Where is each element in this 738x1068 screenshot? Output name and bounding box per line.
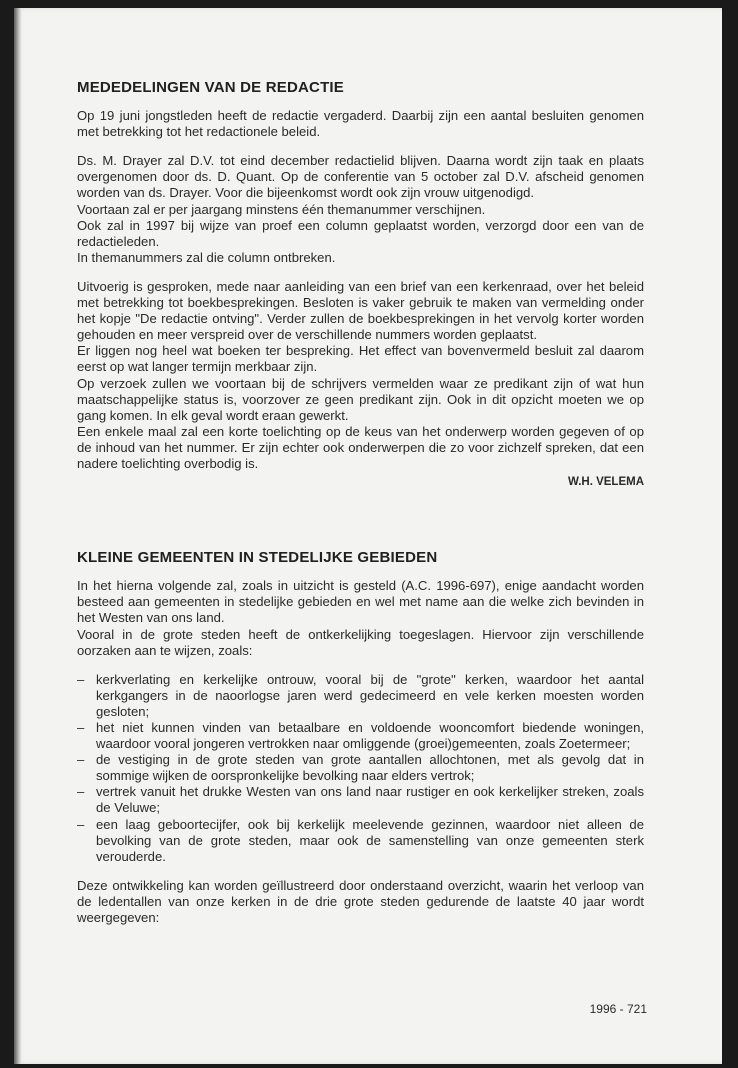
list-item: – een laag geboortecijfer, ook bij kerkelijk meelevende gezinnen, waardoor niet alleen de bevolking van de grote steden, maar ook de samenstelling van onze gemeenten sterk verouderde.	[77, 817, 644, 865]
list-item: – kerkverlating en kerkelijke ontrouw, vooral bij de "grote" kerken, waardoor het aantal kerkgangers in de naoorlogse jaren werd gedecimeerd en vele kerken moesten worden gesloten;	[77, 672, 644, 720]
paragraph: Er liggen nog heel wat boeken ter bespreking. Het effect van bovenvermeld besluit zal daarom eerst op wat langer termijn merkbaar zijn.	[77, 343, 644, 375]
paragraph: Op 19 juni jongstleden heeft de redactie vergaderd. Daarbij zijn een aantal besluiten genomen met betrekking tot het redactionele beleid.	[77, 108, 644, 140]
paragraph: Deze ontwikkeling kan worden geïllustreerd door onderstaand overzicht, waarin het verloop van de ledentallen van onze kerken in de drie grote steden gedurende de laatste 40 jaar wordt weergegeven:	[77, 877, 644, 926]
section-title-kleine-gemeenten: KLEINE GEMEENTEN IN STEDELIJKE GEBIEDEN	[77, 549, 438, 567]
section-redactie-announcements	[77, 80, 644, 490]
paragraph: In themanummers zal die column ontbreken.	[77, 249, 336, 265]
paragraph: Ds. M. Drayer zal D.V. tot eind december redactielid blijven. Daarna wordt zijn taak en plaats overgenomen door ds. D. Quant. Op de conferentie van 5 october zal D.V. afscheid genomen worden van ds. Drayer. Voor die bijeenkomst wordt ook zijn vrouw uitgenodigd.	[77, 153, 644, 201]
paragraph: Uitvoerig is gesproken, mede naar aanleiding van een brief van een kerkenraad, over het beleid met betrekking tot boekbesprekingen. Besloten is vaker gebruik te maken van vermelding onder het kopje "De redactie ontving". Verder zullen de boekbesprekingen in het vervolg korter worden gehouden en meer verspreid over de verschillende nummers worden geplaatst.	[77, 278, 644, 343]
binding-edge-shadow	[14, 8, 22, 1064]
page-content	[77, 80, 644, 926]
list-item: – het niet kunnen vinden van betaalbare en voldoende wooncomfort biedende woningen, waardoor vooral jongeren vertrokken naar omliggende (groei)gemeenten, zoals Zoetermeer;	[77, 720, 644, 752]
paragraph: Vooral in de grote steden heeft de ontkerkelijking toegeslagen. Hiervoor zijn verschillende oorzaken aan te wijzen, zoals:	[77, 626, 644, 658]
section-title-redactie: MEDEDELINGEN VAN DE REDACTIE	[77, 79, 345, 96]
paragraph: In het hierna volgende zal, zoals in uitzicht is gesteld (A.C. 1996-697), enige aandacht worden besteed aan gemeenten in stedelijke gebieden en wel met name aan die welke zich bevinden in het Westen van ons land.	[77, 578, 644, 626]
author-signature: W.H. VELEMA	[567, 476, 644, 489]
paragraph: Ook zal in 1997 bij wijze van proef een column geplaatst worden, verzorgd door een van de redactieleden.	[77, 217, 644, 249]
list-item: – de vestiging in de grote steden van grote aantallen allochtonen, met als gevolg dat in sommige wijken de oorspronkelijke bevolking naar elders vertrok;	[77, 752, 644, 784]
causes-list	[77, 672, 644, 865]
paragraph: Op verzoek zullen we voortaan bij de schrijvers vermelden waar ze predikant zijn of wat hun maatschappelijke status is, voorzover ze geen predikant zijn. Ook in dit opzicht moeten we op gang komen. In elk geval wordt eraan gewerkt.	[77, 375, 644, 423]
paragraph: Voortaan zal er per jaargang minstens één themanummer verschijnen.	[77, 201, 486, 217]
list-item: – vertrek vanuit het drukke Westen van ons land naar rustiger en ook kerkelijker streken, zoals de Veluwe;	[77, 784, 644, 816]
paragraph: Een enkele maal zal een korte toelichting op de keus van het onderwerp worden gegeven of op de inhoud van het nummer. Er zijn echter ook onderwerpen die zo voor zichzelf spreken, dat een nadere toelichting overbodig is.	[77, 423, 644, 471]
page-number: 1996 - 721	[589, 1002, 647, 1016]
section-kleine-gemeenten	[77, 550, 644, 926]
